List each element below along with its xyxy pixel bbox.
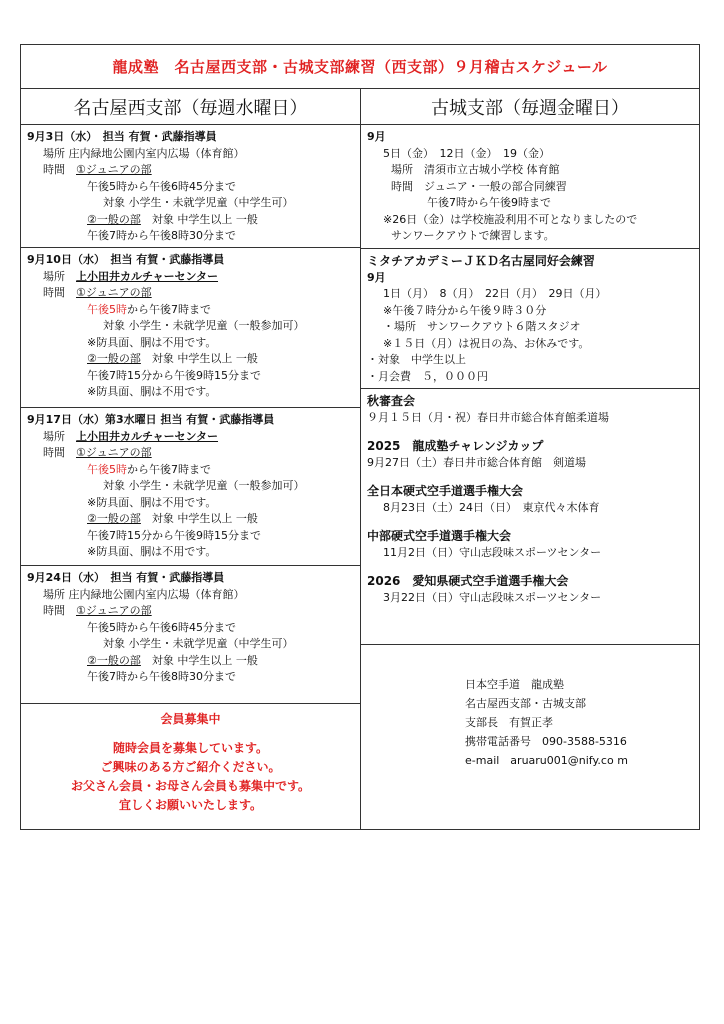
jkd-dates: 1日（月） 8（月） 22日（月） 29日（月） [383, 287, 607, 300]
general-row [27, 351, 354, 368]
kojo-note-2: サンワークアウトで練習します。 [391, 229, 555, 242]
recruit-line-3: お父さん会員・お母さん会員も募集中です。 [70, 779, 311, 793]
event-title: 全日本硬式空手道選手権大会 [367, 484, 524, 498]
general-row [27, 653, 354, 670]
session-place-row [27, 429, 354, 446]
general-target: 対象 中学生以上 一般 [151, 512, 258, 525]
session-place: 場所 庄内緑地公園内室内広場（体育館） [43, 587, 245, 601]
session-time-row [27, 445, 354, 462]
junior-label: ①ジュニアの部 [76, 163, 152, 176]
jkd-time: ※午後７時分から午後９時３０分 [383, 303, 547, 317]
junior-time-end: から午後7時まで [127, 462, 211, 476]
time-label: 時間 [43, 604, 65, 617]
general-label: ②一般の部 [87, 512, 141, 525]
event-title: 2025 龍成塾チャレンジカップ [367, 439, 544, 453]
kojo-time: 時間 ジュニア・一般の部合同練習 [391, 179, 567, 193]
column-headers [21, 89, 699, 125]
contact-section [361, 645, 699, 829]
kojo-column [361, 125, 699, 829]
contact-email: e-mail aruaru001@nify.co m [465, 754, 628, 767]
session-sep3 [21, 125, 360, 248]
schedule-body [21, 125, 699, 829]
session-date: 9月10日（水） 担当 有賀・武藤指導員 [27, 253, 225, 266]
junior-target: 対象 小学生・未就学児童（一般参加可） [103, 319, 305, 332]
event-detail: 8月23日（土）24日（日） 東京代々木体育 [383, 500, 600, 514]
jkd-fee: ・月会費 ５，０００円 [367, 369, 488, 383]
jkd-target: ・対象 中学生以上 [367, 353, 466, 366]
general-time: 午後7時から午後8時30分まで [87, 229, 236, 242]
junior-time [27, 462, 354, 479]
general-note: ※防具面、胴は不用です。 [87, 385, 217, 398]
session-time-row [27, 285, 354, 302]
junior-label: ①ジュニアの部 [76, 604, 152, 617]
general-row [27, 511, 354, 528]
jkd-note: ※１５日（月）は祝日の為、お休みです。 [383, 336, 590, 350]
junior-time [27, 302, 354, 319]
time-label: 時間 [43, 286, 65, 299]
recruit-line-4: 宜しくお願いいたします。 [118, 798, 263, 812]
events-section [361, 389, 699, 645]
general-row [27, 212, 354, 229]
general-label: ②一般の部 [87, 653, 141, 667]
event-detail: 9月27日（土）春日井市総合体育館 剣道場 [367, 455, 586, 469]
recruit-line-1: 随時会員を募集しています。 [112, 741, 269, 755]
session-sep24 [21, 566, 360, 704]
general-time: 午後7時15分から午後9時15分まで [87, 368, 261, 382]
junior-time-start: 午後5時 [87, 462, 127, 476]
event-title: 2026 愛知県硬式空手道選手権大会 [367, 574, 569, 588]
contact-org: 日本空手道 龍成塾 [465, 678, 564, 691]
junior-time: 午後5時から午後6時45分まで [87, 179, 236, 193]
general-time: 午後7時から午後8時30分まで [87, 670, 236, 683]
event-detail: ９月１５日（月・祝）春日井市総合体育館柔道場 [367, 410, 609, 424]
general-time: 午後7時15分から午後9時15分まで [87, 528, 261, 542]
session-date: 9月17日（水）第3水曜日 担当 有賀・武藤指導員 [27, 413, 275, 426]
general-note: ※防具面、胴は不用です。 [87, 545, 217, 558]
schedule-frame [20, 44, 700, 830]
junior-note: ※防具面、胴は不用です。 [87, 495, 217, 509]
session-time-row [27, 162, 354, 179]
contact-phone: 携帯電話番号 090-3588-5316 [465, 735, 627, 748]
junior-target: 対象 小学生・未就学児童（中学生可） [103, 196, 294, 209]
kojo-note-1: ※26日（金）は学校施設利用不可となりましたので [383, 212, 638, 226]
kojo-practice [361, 125, 699, 249]
event-detail: 11月2日（日）守山志段味スポーツセンター [383, 545, 602, 559]
kojo-time-range: 午後7時から午後9時まで [427, 196, 551, 209]
jkd-title: ミタチアカデミーＪＫＤ名古屋同好会練習 [367, 254, 595, 268]
junior-label: ①ジュニアの部 [76, 286, 152, 299]
kojo-dates: 5日（金） 12日（金） 19（金） [383, 146, 550, 160]
jkd-month: 9月 [367, 270, 386, 284]
kojo-place: 場所 清須市立古城小学校 体育館 [391, 163, 560, 176]
recruit-line-2: ご興味のある方ご紹介ください。 [100, 760, 281, 774]
event-title: 秋審査会 [367, 394, 416, 408]
page-title: 龍成塾 名古屋西支部・古城支部練習（西支部）９月稽古スケジュール [112, 58, 608, 76]
header-nagoya-nishi: 名古屋西支部（毎週水曜日） [21, 89, 361, 124]
session-date: 9月24日（水） 担当 有賀・武藤指導員 [27, 571, 225, 584]
session-date: 9月3日（水） 担当 有賀・武藤指導員 [27, 130, 217, 143]
session-place-row [27, 269, 354, 286]
general-label: ②一般の部 [87, 352, 141, 365]
nagoya-nishi-column [21, 125, 361, 829]
session-sep10 [21, 248, 360, 408]
recruit-section [21, 704, 360, 829]
event-detail: 3月22日（日）守山志段味スポーツセンター [383, 590, 602, 604]
session-place: 上小田井カルチャーセンター [76, 269, 219, 283]
place-label: 場所 [43, 429, 65, 443]
title-row [21, 45, 699, 89]
general-target: 対象 中学生以上 一般 [151, 352, 258, 365]
contact-chief: 支部長 有賀正孝 [465, 716, 553, 729]
recruit-heading: 会員募集中 [160, 712, 221, 726]
session-place: 場所 庄内緑地公園内室内広場（体育館） [43, 146, 245, 160]
time-label: 時間 [43, 446, 65, 459]
jkd-practice [361, 249, 699, 389]
junior-time: 午後5時から午後6時45分まで [87, 620, 236, 634]
session-time-row [27, 603, 354, 620]
general-label: ②一般の部 [87, 212, 141, 226]
junior-target: 対象 小学生・未就学児童（一般参加可） [103, 479, 305, 492]
jkd-place: ・場所 サンワークアウト６階スタジオ [383, 320, 581, 333]
kojo-month: 9月 [367, 130, 386, 143]
header-kojo: 古城支部（毎週金曜日） [431, 97, 629, 119]
junior-target: 対象 小学生・未就学児童（中学生可） [103, 637, 294, 650]
junior-note: ※防具面、胴は不用です。 [87, 335, 217, 349]
junior-label: ①ジュニアの部 [76, 446, 152, 459]
contact-branch: 名古屋西支部・古城支部 [465, 697, 586, 710]
junior-time-start: 午後5時 [87, 302, 127, 316]
event-title: 中部硬式空手道選手権大会 [367, 529, 512, 543]
general-target: 対象 中学生以上 一般 [151, 653, 258, 667]
session-place: 上小田井カルチャーセンター [76, 429, 219, 443]
session-sep17 [21, 408, 360, 566]
place-label: 場所 [43, 269, 65, 283]
junior-time-end: から午後7時まで [127, 302, 211, 316]
general-target: 対象 中学生以上 一般 [151, 212, 258, 226]
time-label: 時間 [43, 163, 65, 176]
